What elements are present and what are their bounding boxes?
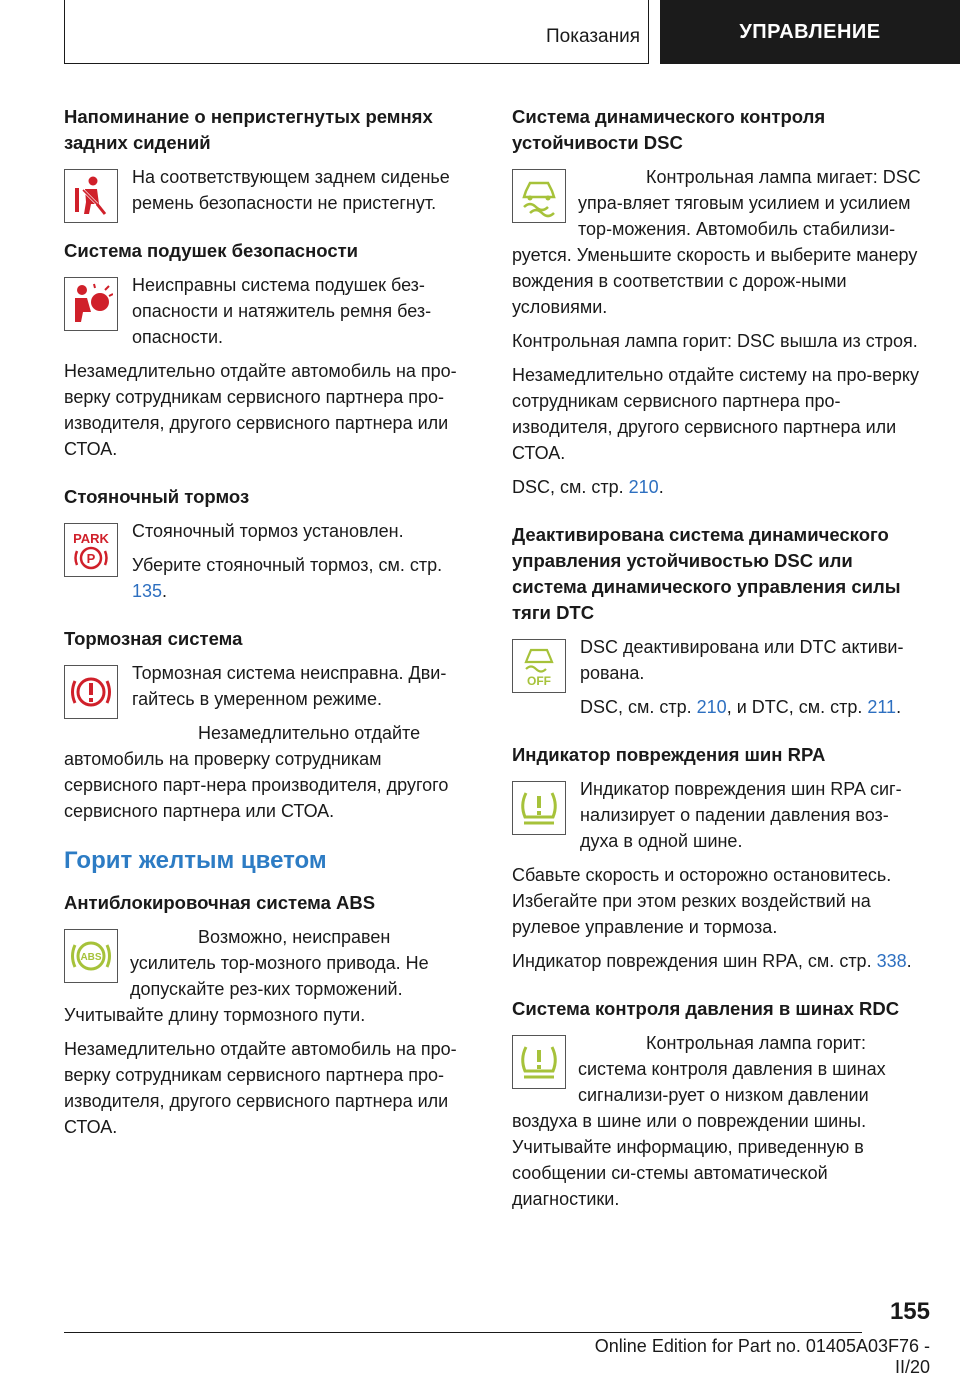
brake-system-text: Тормозная система неисправна. Дви-гайтесь в умеренном режиме. — [132, 663, 447, 709]
rpa-section — [512, 742, 926, 974]
footer-divider — [64, 1332, 862, 1333]
dsc-off-ref-text: DSC, см. стр. — [580, 697, 697, 717]
seatbelt-text: На соответствующем заднем сиденье ремень безопасности не пристегнут. — [132, 167, 450, 213]
rpa-text: Индикатор повреждения шин RPA сиг-нализирует о падении давления воз-духа в одной шине. — [580, 779, 902, 851]
airbag-title: Система подушек безопасности — [64, 240, 359, 261]
page-link-135[interactable]: 135 — [132, 581, 163, 601]
airbag-warning-icon — [64, 277, 118, 331]
chapter-tab — [660, 0, 960, 64]
dsc-ref-end: . — [658, 477, 664, 497]
parking-brake-title: Стояночный тормоз — [64, 486, 250, 507]
tire-pressure-rdc-icon — [512, 1035, 566, 1089]
seatbelt-title: Напоминание о непристегнутых ремнях задних сидений — [64, 106, 433, 153]
dsc-off-ref-mid: , и DTC, см. стр. — [726, 697, 868, 717]
dsc-title: Система динамического контроля устойчивости DSC — [512, 106, 826, 153]
svg-text:P: P — [86, 551, 96, 566]
yellow-lights-heading: Горит желтым цветом — [64, 847, 327, 874]
left-column — [64, 104, 478, 1162]
rpa-title: Индикатор повреждения шин RPA — [512, 744, 826, 765]
seatbelt-warning-icon — [64, 169, 118, 223]
dsc-car-skid-icon — [512, 169, 566, 223]
abs-text-2: Незамедлительно отдайте автомобиль на про-верку сотрудникам сервисного партнера про-изводителя, другого сервисного партнера или СТОА. — [64, 1039, 457, 1137]
dsc-text-3: Незамедлительно отдайте систему на про-верку сотрудникам сервисного партнера про-изводителя, другого сервисного партнера или СТОА. — [512, 365, 919, 463]
airbag-text-2: Незамедлительно отдайте автомобиль на про-верку сотрудникам сервисного партнера про-изводителя, другого сервисного партнера или СТОА. — [64, 361, 457, 459]
svg-text:ABS: ABS — [80, 952, 102, 963]
dsc-off-section — [512, 522, 926, 720]
dsc-ref-text: DSC, см. стр. — [512, 477, 629, 497]
brake-system-text-2: Незамедлительно отдайте автомобиль на проверку сотрудникам сервисного парт-нера производителя, другого сервисного партнера или СТОА. — [64, 723, 449, 821]
rdc-text: Контрольная лампа горит: система контроля давления в шинах сигнализи-рует о низком давлении воздуха в шине или о повреждении шины. Учитывайте информацию, приведенную в сообщении си-стемы автоматической диагностики. — [512, 1033, 886, 1209]
seatbelt-section — [64, 104, 478, 216]
page-link-211[interactable]: 211 — [867, 697, 897, 717]
parking-brake-text-2 — [64, 552, 478, 604]
svg-text:PARK: PARK — [73, 531, 109, 546]
right-column — [512, 104, 926, 1234]
airbag-section — [64, 238, 478, 462]
dsc-off-ref — [512, 694, 926, 720]
airbag-text: Неисправны система подушек без-опасности и натяжитель ремня без-опасности. — [132, 275, 432, 347]
parking-ref-text: Уберите стояночный тормоз, см. стр. — [132, 555, 443, 575]
parking-ref-end: . — [162, 581, 168, 601]
dsc-section — [512, 104, 926, 500]
brake-warning-icon — [64, 665, 118, 719]
rdc-section — [512, 996, 926, 1212]
parking-brake-icon — [64, 523, 118, 577]
abs-section — [64, 890, 478, 1140]
abs-warning-icon — [64, 929, 118, 983]
rpa-text-2: Сбавьте скорость и осторожно остановитесь. Избегайте при этом резких воздействий на рулевое управление и тормоза. — [512, 865, 892, 937]
page-link-338[interactable]: 338 — [876, 951, 907, 971]
dsc-text: Контрольная лампа мигает: DSC упра-вляет тяговым усилием и усилием тор-можения. Автомобиль стабилизи-руется. Уменьшите скорость и выберите манеру вождения в соответствии с дорож-ными условиями. — [512, 167, 921, 317]
page-number: 155 — [889, 1298, 930, 1325]
brake-system-title: Тормозная система — [64, 628, 243, 649]
page-link-210-b[interactable]: 210 — [696, 697, 727, 717]
edition-info: Online Edition for Part no. 01405A03F76 - II/20 — [594, 1336, 930, 1377]
rpa-ref — [512, 948, 926, 974]
rdc-title: Система контроля давления в шинах RDC — [512, 998, 900, 1019]
rpa-ref-text: Индикатор повреждения шин RPA, см. стр. — [512, 951, 877, 971]
dsc-off-text: DSC деактивирована или DTC активи-рована. — [580, 637, 904, 683]
dsc-off-icon-label: OFF — [527, 674, 551, 688]
dsc-off-title: Деактивирована система динамического управления устойчивостью DSC или система динамического управления силы тяги DTC — [512, 524, 901, 623]
page-link-210[interactable]: 210 — [628, 477, 659, 497]
dsc-off-icon — [512, 639, 566, 693]
dsc-off-ref-end: . — [896, 697, 902, 717]
dsc-ref — [512, 474, 926, 500]
rpa-ref-end: . — [906, 951, 912, 971]
tire-pressure-icon — [512, 781, 566, 835]
parking-brake-section — [64, 484, 478, 604]
parking-brake-text: Стояночный тормоз установлен. — [132, 521, 404, 541]
abs-title: Антиблокировочная система ABS — [64, 892, 376, 913]
brake-system-section — [64, 626, 478, 824]
dsc-text-2: Контрольная лампа горит: DSC вышла из строя. — [512, 331, 918, 351]
section-title: Показания — [546, 26, 640, 47]
chapter-title: УПРАВЛЕНИЕ — [739, 20, 881, 43]
abs-text: Возможно, неисправен усилитель тор-мозного привода. Не допускайте рез-ких торможений. Учитывайте длину тормозного пути. — [64, 927, 429, 1025]
